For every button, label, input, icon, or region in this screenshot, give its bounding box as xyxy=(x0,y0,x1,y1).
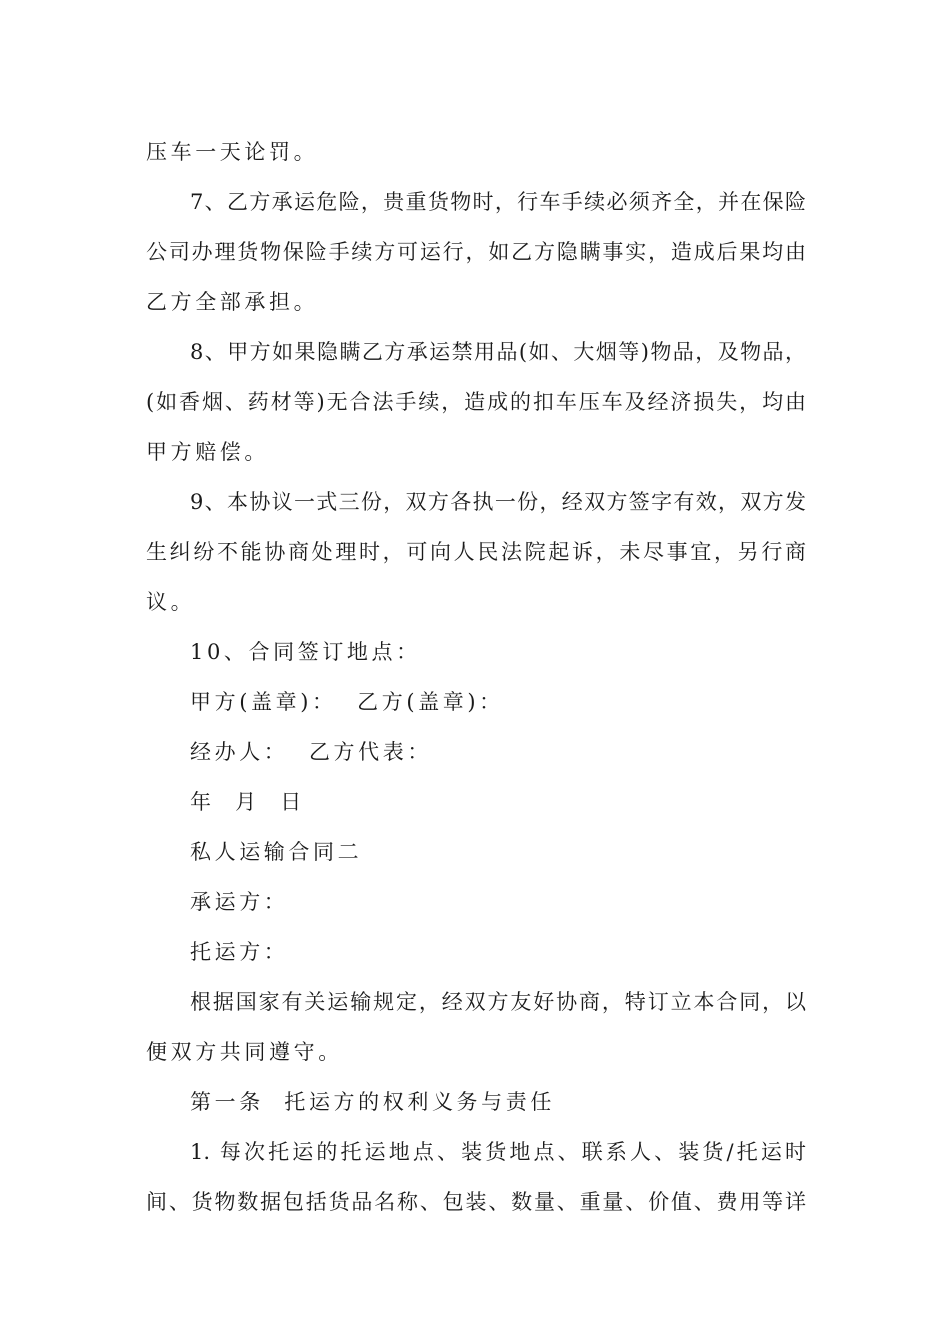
preamble-line: 便双方共同遵守。 xyxy=(146,1040,343,1064)
date-line: 年 月 日 xyxy=(190,790,305,814)
clause-7-line: 7、乙方承运危险，贵重货物时，行车手续必须齐全，并在保险 xyxy=(190,190,806,214)
text-line: 压车一天论罚。 xyxy=(146,140,319,164)
clause-9-line: 9、本协议一式三份，双方各执一份，经双方签字有效，双方发 xyxy=(190,490,806,514)
carrier-line: 承运方： xyxy=(190,890,289,914)
preamble-line: 根据国家有关运输规定，经双方友好协商，特订立本合同，以 xyxy=(190,990,806,1014)
clause-9-line: 生纠纷不能协商处理时，可向人民法院起诉，未尽事宜，另行商 xyxy=(146,540,806,564)
clause-8-line: (如香烟、药材等)无合法手续，造成的扣车压车及经济损失，均由 xyxy=(146,390,806,414)
section-title: 私人运输合同二 xyxy=(190,840,363,864)
clause-7-line: 乙方全部承担。 xyxy=(146,290,319,314)
seal-line: 甲方(盖章)： 乙方(盖章)： xyxy=(190,690,504,714)
article-1-line: 1. 每次托运的托运地点、装货地点、联系人、装货/托运时 xyxy=(190,1140,806,1164)
clause-10-line: 10、合同签订地点： xyxy=(190,640,421,664)
clause-8-line: 8、甲方如果隐瞒乙方承运禁用品(如、大烟等)物品，及物品， xyxy=(190,340,806,364)
signatory-line: 经办人： 乙方代表： xyxy=(190,740,432,764)
article-1-line: 间、货物数据包括货品名称、包装、数量、重量、价值、费用等详 xyxy=(146,1190,806,1214)
clause-8-line: 甲方赔偿。 xyxy=(146,440,269,464)
clause-7-line: 公司办理货物保险手续方可运行，如乙方隐瞒事实，造成后果均由 xyxy=(146,240,806,264)
article-heading: 第一条 托运方的权利义务与责任 xyxy=(190,1090,555,1114)
shipper-line: 托运方： xyxy=(190,940,289,964)
clause-9-line: 议。 xyxy=(146,590,196,614)
